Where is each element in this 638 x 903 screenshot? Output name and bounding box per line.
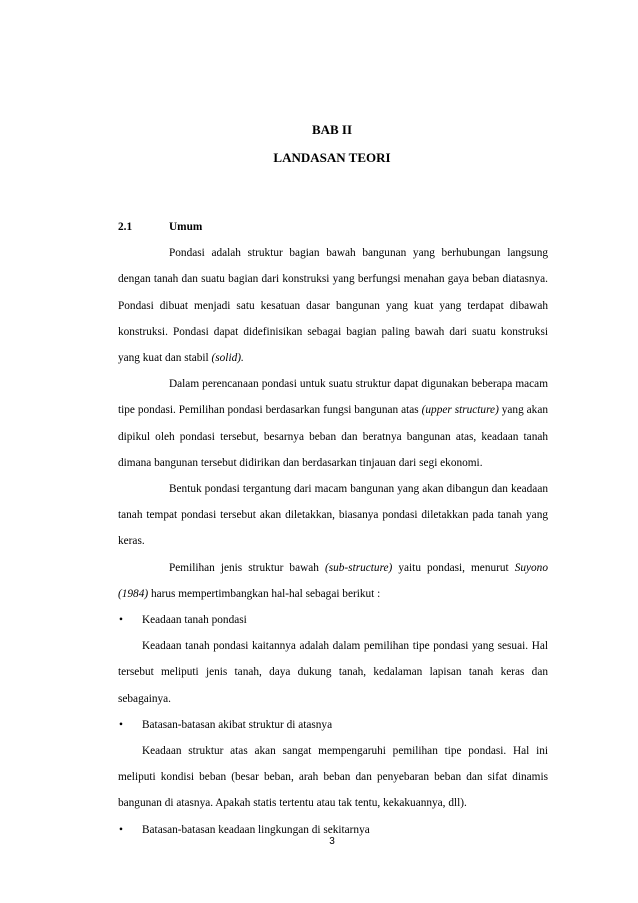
paragraph-4-italic-2: Suyono (1984) <box>118 561 548 600</box>
bullet-icon: • <box>119 718 123 731</box>
paragraph-4-text-a: Pemilihan jenis struktur bawah <box>169 561 319 574</box>
paragraph-1-text: Pondasi adalah struktur bagian bawah bangunan yang berhubungan langsung dengan tanah dan suatu bagian dari konstruksi yang berfungsi menahan gaya beban diatasnya. Pondasi dibuat menjadi satu kesatuan dasar bangunan yang kuat yang terdapat dibawah konstruksi. Pondasi dapat didefinisikan sebagai bagian paling bawah dari suatu konstruksi yang kuat dan stabil <box>118 247 548 364</box>
list-item-description: Keadaan struktur atas akan sangat mempengaruhi pemilihan tipe pondasi. Hal ini meliputi kondisi beban (besar beban, arah beban dan penyebaran beban dan sifat dinamis bangunan di atasnya. Apakah statis tertentu atau tak tentu, kekakuannya, dll). <box>118 745 548 810</box>
paragraph-4-italic-1: (sub-structure) <box>324 561 393 574</box>
bullet-icon: • <box>119 614 123 627</box>
paragraph-1-italic: (solid). <box>211 352 244 364</box>
chapter-title: LANDASAN TEORI <box>273 150 391 165</box>
bullet-icon: • <box>119 823 123 836</box>
page-number: 3 <box>329 836 335 847</box>
paragraph-2-italic: (upper structure) <box>421 404 499 417</box>
list-item-structure-limits <box>118 712 548 738</box>
paragraph-1 <box>118 240 548 371</box>
list-item-label: Keadaan tanah pondasi <box>142 614 247 627</box>
paragraph-2 <box>118 371 548 476</box>
list-item-description: Keadaan tanah pondasi kaitannya adalah dalam pemilihan tipe pondasi yang sesuai. Hal tersebut meliputi jenis tanah, daya dukung tanah, kedalaman lapisan tanah keras dan sebagainya. <box>118 640 548 705</box>
paragraph-3: Bentuk pondasi tergantung dari macam bangunan yang akan dibangun dan keadaan tanah tempat pondasi tersebut akan diletakkan, biasanya pondasi diletakkan pada tanah yang keras. <box>118 483 548 548</box>
body-text <box>118 214 548 843</box>
paragraph-2-text-b: yang akan dipikul oleh pondasi tersebut, besarnya beban dan beratnya bangunan atas, keadaan tanah dimana bangunan tersebut didirikan dan berdasarkan tinjauan dari segi ekonomi. <box>118 404 548 469</box>
section-heading <box>118 214 548 240</box>
section-number: 2.1 <box>118 221 133 233</box>
paragraph-2-text-a: Dalam perencanaan pondasi untuk suatu struktur dapat digunakan beberapa macam tipe pondasi. Pemilihan pondasi berdasarkan fungsi bangunan atas <box>118 378 548 417</box>
list-item-label: Batasan-batasan keadaan lingkungan di sekitarnya <box>142 823 370 836</box>
list-item-soil-condition <box>118 607 548 633</box>
section-title: Umum <box>169 221 203 233</box>
paragraph-4 <box>118 555 548 607</box>
list-item-label: Batasan-batasan akibat struktur di atasnya <box>142 718 333 731</box>
paragraph-4-text-c: harus mempertimbangkan hal-hal sebagai berikut : <box>150 587 381 600</box>
paragraph-4-text-b: yaitu pondasi, menurut <box>398 561 509 574</box>
chapter-label: BAB II <box>311 122 353 137</box>
